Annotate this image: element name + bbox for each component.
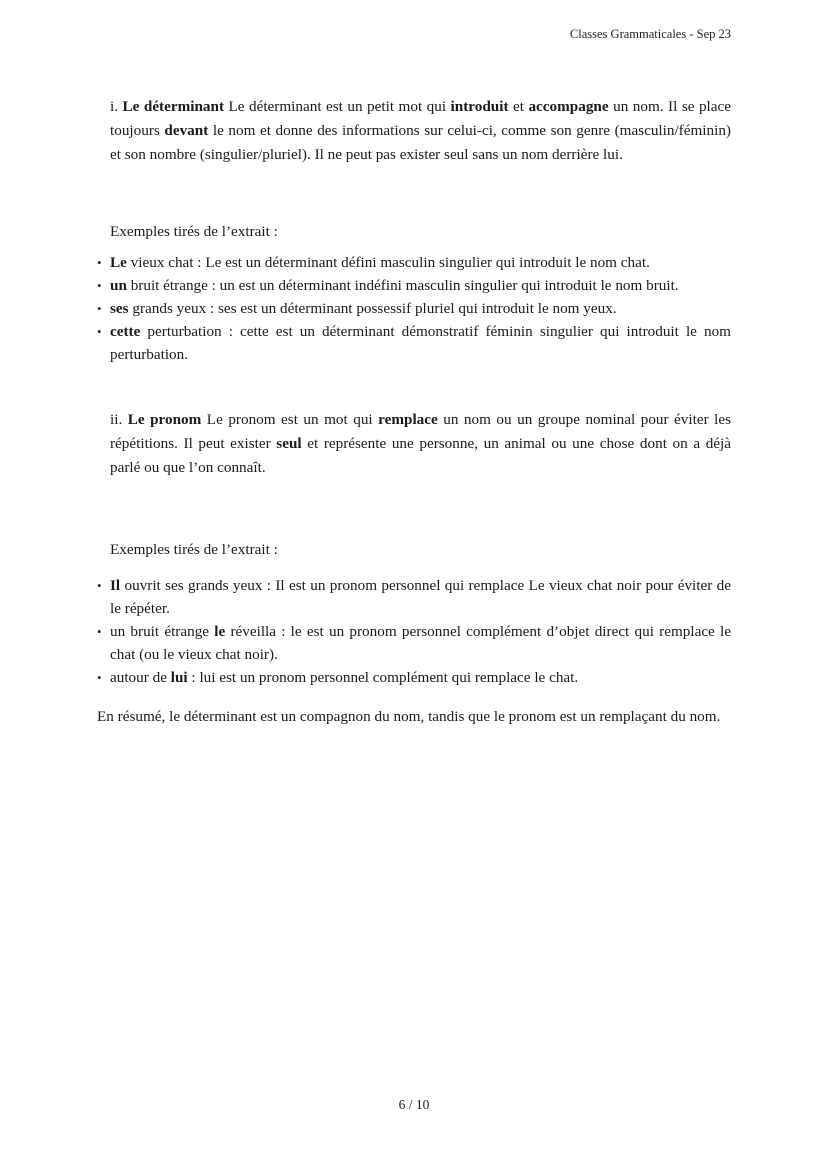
bold-text: Il — [110, 577, 121, 594]
bold-text: Le déterminant — [122, 98, 225, 115]
text: le nom et donne des informations sur celui-ci, comme son genre (masculin/féminin) et son nombre (singulier/pluriel). Il ne peut pas exister seul sans un nom derrière lui. — [110, 122, 731, 163]
bold-text: Le pronom — [127, 411, 202, 428]
page-header: Classes Grammaticales - Sep 23 — [569, 27, 731, 41]
bold-text: lui — [170, 669, 188, 686]
paragraph-pronom — [97, 408, 731, 480]
bold-text: introduit — [450, 98, 509, 115]
bold-text: devant — [164, 122, 209, 139]
examples-label-pronom: Exemples tirés de l’extrait : — [110, 541, 278, 558]
page-number: 6 / 10 — [398, 1097, 430, 1112]
bold-text: remplace — [378, 411, 438, 428]
list-item — [110, 274, 731, 297]
text: ii. — [110, 411, 128, 428]
text: un bruit étrange — [110, 623, 215, 640]
text: un nom. Il se place toujours — [110, 98, 731, 139]
bold-text: un — [110, 277, 127, 294]
list-item — [110, 666, 731, 689]
bold-text: cette — [110, 323, 141, 340]
bold-text: ses — [110, 300, 129, 317]
paragraph-determinant — [97, 95, 731, 167]
list-item — [110, 320, 731, 366]
text: autour de — [110, 669, 171, 686]
list-item — [110, 251, 731, 274]
examples-label-determinant: Exemples tirés de l’extrait : — [110, 223, 278, 240]
list-item — [110, 297, 731, 320]
bold-text: Le — [110, 254, 127, 271]
list-item — [110, 620, 731, 666]
text: ouvrit ses grands yeux : Il est un pronom personnel qui remplace Le vieux chat noir pour éviter de le répéter. — [110, 577, 731, 617]
text: Le déterminant est un petit mot qui — [224, 98, 451, 115]
conclusion-paragraph: En résumé, le déterminant est un compagnon du nom, tandis que le pronom est un remplaçant du nom. — [97, 708, 721, 725]
text: perturbation : cette est un déterminant démonstratif féminin singulier qui introduit le nom perturbation. — [110, 323, 731, 363]
text: Le pronom est un mot qui — [201, 411, 379, 428]
text: i. — [110, 98, 123, 115]
text: bruit étrange : un est un déterminant indéfini masculin singulier qui introduit le nom bruit. — [126, 277, 679, 294]
bold-text: seul — [276, 435, 302, 452]
text: réveilla : le est un pronom personnel complément d’objet direct qui remplace le chat (ou le vieux chat noir). — [110, 623, 731, 663]
bold-text: accompagne — [528, 98, 609, 115]
text: un nom ou un groupe nominal pour éviter les répétitions. Il peut exister — [110, 411, 731, 452]
text: et — [508, 98, 529, 115]
document-content — [97, 95, 731, 729]
text: : lui est un pronom personnel complément qui remplace le chat. — [187, 669, 579, 686]
bold-text: le — [214, 623, 226, 640]
text: et représente une personne, un animal ou une chose dont on a déjà parlé ou que l’on connaît. — [110, 435, 731, 476]
text: vieux chat : Le est un déterminant défini masculin singulier qui introduit le nom chat. — [126, 254, 650, 271]
text: grands yeux : ses est un déterminant possessif pluriel qui introduit le nom yeux. — [128, 300, 617, 317]
examples-list-pronom — [97, 574, 731, 689]
examples-list-determinant — [97, 251, 731, 366]
list-item — [110, 574, 731, 620]
